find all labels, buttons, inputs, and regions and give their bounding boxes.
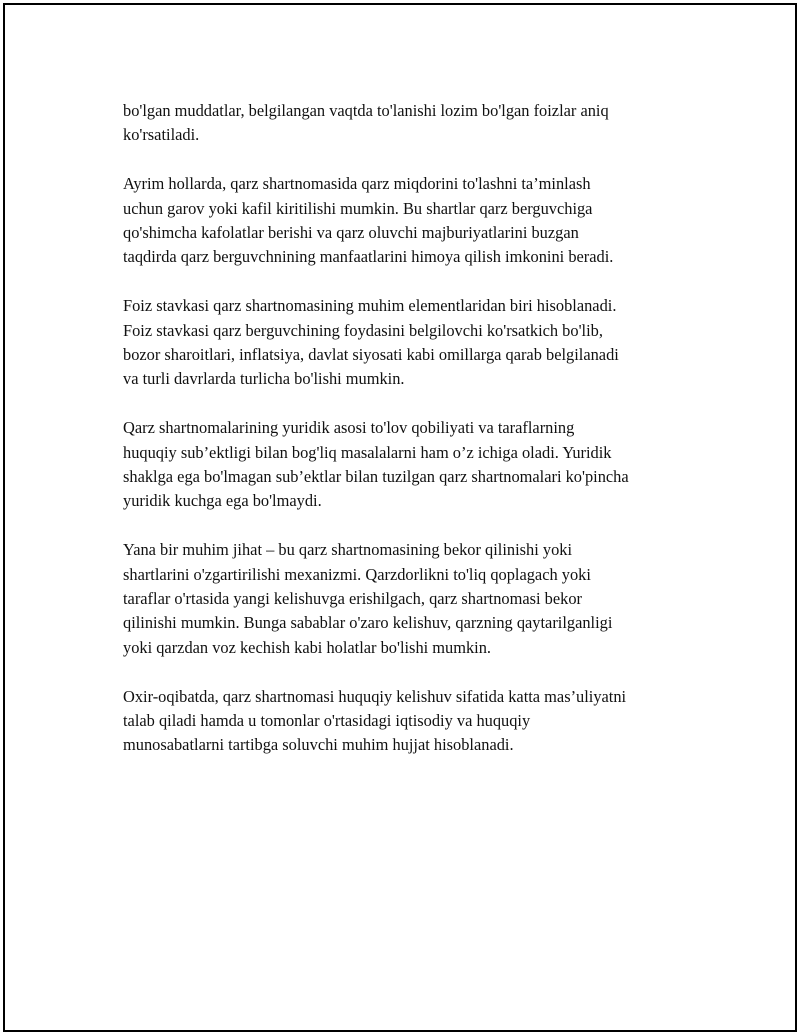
text-line: ko'rsatiladi. [123,125,200,145]
paragraph-2 [123,172,703,270]
text-line: talab qiladi hamda u tomonlar o'rtasidagi iqtisodiy va huquqiy [123,711,531,731]
text-line: huquqiy sub’ektligi bilan bog'liq masalalarni ham o’z ichiga oladi. Yuridik [123,442,612,462]
document-body [123,99,703,782]
text-line: bo'lgan muddatlar, belgilangan vaqtda to'lanishi lozim bo'lgan foizlar aniq [123,101,609,120]
text-line: Foiz stavkasi qarz shartnomasining muhim elementlaridan biri hisoblanadi. [123,296,617,316]
text-line: bozor sharoitlari, inflatsiya, davlat siyosati kabi omillarga qarab belgilanadi [123,345,619,365]
text-line: taqdirda qarz berguvchnining manfaatlarini himoya qilish imkonini beradi. [123,247,614,267]
paragraph-3 [123,294,703,392]
paragraph-5 [123,538,703,660]
text-line: Foiz stavkasi qarz berguvchining foydasini belgilovchi ko'rsatkich bo'lib, [123,320,603,340]
text-line: yoki qarzdan voz kechish kabi holatlar bo'lishi mumkin. [123,637,492,657]
text-line: qo'shimcha kafolatlar berishi va qarz oluvchi majburiyatlarini buzgan [123,223,579,243]
text-line: Yana bir muhim jihat – bu qarz shartnomasining bekor qilinishi yoki [123,540,573,560]
text-line: va turli davrlarda turlicha bo'lishi mumkin. [123,369,405,389]
text-line: taraflar o'rtasida yangi kelishuvga erishilgach, qarz shartnomasi bekor [123,589,582,609]
text-line: Ayrim hollarda, qarz shartnomasida qarz miqdorini to'lashni ta’minlash [123,174,591,194]
text-line: Oxir-oqibatda, qarz shartnomasi huquqiy kelishuv sifatida katta mas’uliyatni [123,686,627,706]
text-line: uchun garov yoki kafil kiritilishi mumkin. Bu shartlar qarz berguvchiga [123,198,593,218]
text-line: shartlarini o'zgartirilishi mexanizmi. Qarzdorlikni to'liq qoplagach yoki [123,564,591,584]
paragraph-1 [123,99,703,148]
paragraph-6 [123,685,703,758]
text-line: qilinishi mumkin. Bunga sabablar o'zaro kelishuv, qarzning qaytarilganligi [123,613,613,633]
text-line: yuridik kuchga ega bo'lmaydi. [123,491,322,511]
text-line: Qarz shartnomalarining yuridik asosi to'lov qobiliyati va taraflarning [123,418,575,438]
text-line: munosabatlarni tartibga soluvchi muhim hujjat hisoblanadi. [123,735,514,755]
document-page [3,3,797,1032]
text-line: shaklga ega bo'lmagan sub’ektlar bilan tuzilgan qarz shartnomalari ko'pincha [123,467,629,487]
paragraph-4 [123,416,703,514]
